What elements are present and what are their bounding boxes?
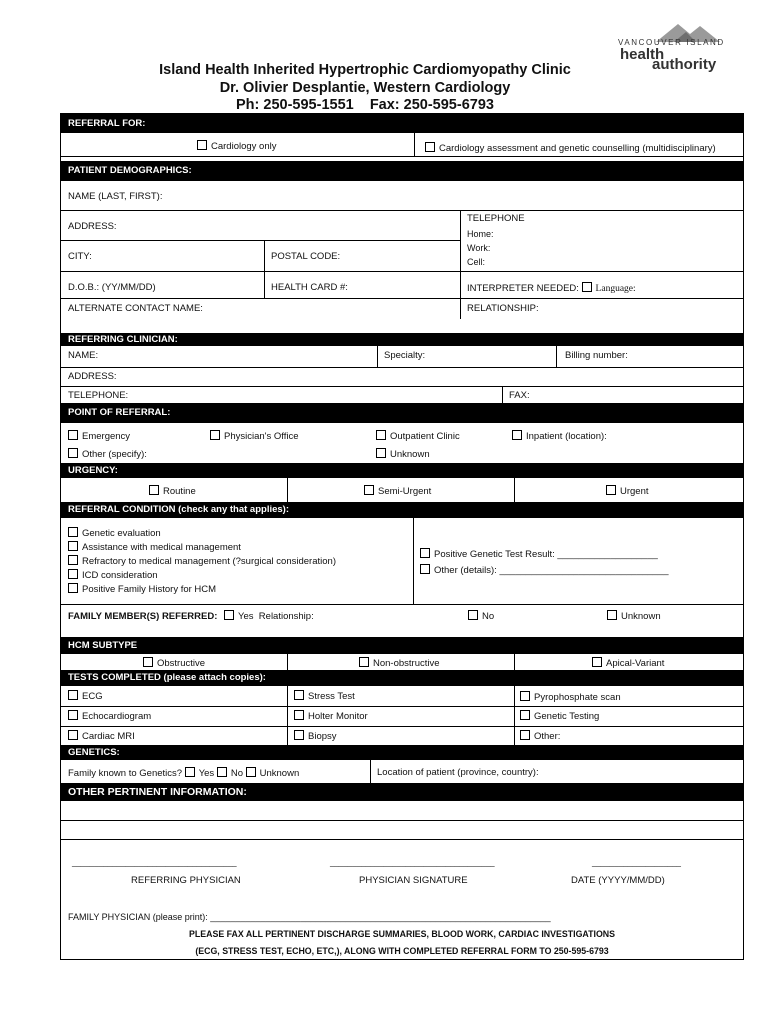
- checkbox-medical-management[interactable]: [68, 541, 78, 551]
- checkbox-cardiology-only[interactable]: [197, 140, 207, 150]
- checkbox-urgent[interactable]: [606, 485, 616, 495]
- option-positive-genetic-test[interactable]: Positive Genetic Test Result: ___________________: [420, 548, 658, 561]
- option-family-unknown[interactable]: Unknown: [607, 610, 661, 623]
- city-label: CITY:: [68, 251, 92, 262]
- interpreter-field[interactable]: INTERPRETER NEEDED: Language:: [467, 283, 636, 294]
- option-obstructive[interactable]: Obstructive: [143, 657, 205, 670]
- option-ecg[interactable]: ECG: [68, 690, 103, 703]
- option-apical-variant[interactable]: Apical-Variant: [592, 657, 664, 670]
- checkbox-inpatient[interactable]: [512, 430, 522, 440]
- clinician-address-label: ADDRESS:: [68, 371, 117, 382]
- option-other-specify[interactable]: Other (specify):: [68, 448, 147, 461]
- fax-notice-line2: (ECG, STRESS TEST, ECHO, ETC,), ALONG WITH COMPLETED REFERRAL FORM TO 250-595-6793: [195, 946, 609, 956]
- checkbox-family-history[interactable]: [68, 583, 78, 593]
- option-semi-urgent[interactable]: Semi-Urgent: [364, 485, 431, 498]
- hcm-subtype-heading: HCM SUBTYPE: [61, 637, 743, 654]
- checkbox-unknown-point[interactable]: [376, 448, 386, 458]
- checkbox-emergency[interactable]: [68, 430, 78, 440]
- checkbox-cardiac-mri[interactable]: [68, 730, 78, 740]
- checkbox-genetic-testing[interactable]: [520, 710, 530, 720]
- option-other-details[interactable]: Other (details): ________________________________: [420, 564, 669, 577]
- option-routine[interactable]: Routine: [149, 485, 196, 498]
- checkbox-biopsy[interactable]: [294, 730, 304, 740]
- address-label: ADDRESS:: [68, 221, 117, 232]
- other-information-heading: OTHER PERTINENT INFORMATION:: [61, 783, 743, 801]
- checkbox-apical-variant[interactable]: [592, 657, 602, 667]
- checkbox-outpatient-clinic[interactable]: [376, 430, 386, 440]
- option-other-test[interactable]: Other:: [520, 730, 560, 743]
- checkbox-family-no[interactable]: [468, 610, 478, 620]
- physician-signature-label: PHYSICIAN SIGNATURE: [359, 875, 468, 886]
- signature-line: _____________________________________: [330, 858, 495, 867]
- genetics-heading: GENETICS:: [61, 745, 743, 760]
- checkbox-echocardiogram[interactable]: [68, 710, 78, 720]
- option-holter[interactable]: Holter Monitor: [294, 710, 368, 723]
- option-refractory[interactable]: Refractory to medical management (?surgical consideration): [68, 555, 336, 569]
- checkbox-genetics-yes[interactable]: [185, 767, 195, 777]
- option-pyrophosphate[interactable]: Pyrophosphate scan: [520, 691, 621, 704]
- clinician-name-label: NAME:: [68, 350, 99, 361]
- family-members-row: FAMILY MEMBER(S) REFERRED: Yes Relationship:: [68, 611, 314, 622]
- telephone-label: TELEPHONE: [467, 213, 525, 224]
- clinic-title: Island Health Inherited Hypertrophic Cardiomyopathy Clinic: [159, 62, 571, 78]
- referring-physician-line: _____________________________________: [72, 858, 237, 867]
- clinician-fax-label: FAX:: [509, 390, 530, 401]
- option-biopsy[interactable]: Biopsy: [294, 730, 337, 743]
- option-non-obstructive[interactable]: Non-obstructive: [359, 657, 440, 670]
- logo-region-text: VANCOUVER ISLAND: [618, 38, 725, 47]
- checkbox-stress-test[interactable]: [294, 690, 304, 700]
- point-of-referral-heading: POINT OF REFERRAL:: [61, 403, 743, 423]
- checkbox-routine[interactable]: [149, 485, 159, 495]
- dob-label: D.O.B.: (YY/MM/DD): [68, 282, 156, 293]
- checkbox-family-yes[interactable]: [224, 610, 234, 620]
- option-genetic-testing[interactable]: Genetic Testing: [520, 710, 599, 723]
- work-label: Work:: [467, 243, 491, 253]
- urgency-heading: URGENCY:: [61, 463, 743, 478]
- option-family-no[interactable]: No: [468, 610, 494, 623]
- postal-code-label: POSTAL CODE:: [271, 251, 341, 262]
- health-card-label: HEALTH CARD #:: [271, 282, 348, 293]
- referral-condition-heading: REFERRAL CONDITION (check any that applies):: [61, 502, 743, 518]
- phone-fax-line: Ph: 250-595-1551 Fax: 250-595-6793: [236, 97, 494, 113]
- option-outpatient-clinic[interactable]: Outpatient Clinic: [376, 430, 460, 443]
- option-cardiac-mri[interactable]: Cardiac MRI: [68, 730, 135, 743]
- condition-list: [68, 527, 336, 597]
- checkbox-non-obstructive[interactable]: [359, 657, 369, 667]
- checkbox-multidisciplinary[interactable]: [425, 142, 435, 152]
- option-cardiology-only[interactable]: Cardiology only: [197, 140, 276, 153]
- option-stress-test[interactable]: Stress Test: [294, 690, 355, 703]
- checkbox-family-unknown[interactable]: [607, 610, 617, 620]
- checkbox-genetics-unknown[interactable]: [246, 767, 256, 777]
- billing-number-label: Billing number:: [565, 350, 628, 361]
- checkbox-other-test[interactable]: [520, 730, 530, 740]
- option-multidisciplinary[interactable]: Cardiology assessment and genetic counselling (multidisciplinary): [425, 142, 716, 155]
- checkbox-obstructive[interactable]: [143, 657, 153, 667]
- option-echocardiogram[interactable]: Echocardiogram: [68, 710, 151, 723]
- checkbox-other-details[interactable]: [420, 564, 430, 574]
- checkbox-other-specify[interactable]: [68, 448, 78, 458]
- option-inpatient[interactable]: Inpatient (location):: [512, 430, 607, 443]
- referring-clinician-heading: REFERRING CLINICIAN:: [61, 333, 743, 346]
- clinician-telephone-label: TELEPHONE:: [68, 390, 129, 401]
- checkbox-genetics-no[interactable]: [217, 767, 227, 777]
- fax-notice-line1: PLEASE FAX ALL PERTINENT DISCHARGE SUMMARIES, BLOOD WORK, CARDIAC INVESTIGATIONS: [188, 929, 616, 939]
- checkbox-refractory[interactable]: [68, 555, 78, 565]
- option-genetic-evaluation[interactable]: Genetic evaluation: [68, 527, 336, 541]
- family-physician-field[interactable]: FAMILY PHYSICIAN (please print): ____________________________________________________________________: [68, 912, 551, 922]
- checkbox-ecg[interactable]: [68, 690, 78, 700]
- checkbox-genetic-evaluation[interactable]: [68, 527, 78, 537]
- specialty-label: Specialty:: [384, 350, 426, 361]
- tests-completed-heading: TESTS COMPLETED (please attach copies):: [61, 670, 743, 686]
- name-label: NAME (LAST, FIRST):: [68, 191, 163, 202]
- date-line: ____________________: [592, 858, 681, 867]
- date-label: DATE (YYYY/MM/DD): [571, 875, 665, 886]
- cell-label: Cell:: [467, 257, 486, 267]
- doctor-name: Dr. Olivier Desplantie, Western Cardiology: [219, 80, 511, 96]
- family-known-genetics-row: Family known to Genetics? Yes No Unknown: [68, 768, 300, 779]
- referral-form: [60, 113, 744, 960]
- option-urgent[interactable]: Urgent: [606, 485, 649, 498]
- relationship-label: RELATIONSHIP:: [467, 303, 539, 314]
- patient-demographics-heading: PATIENT DEMOGRAPHICS:: [61, 161, 743, 181]
- option-physician-office[interactable]: Physician's Office: [210, 430, 299, 443]
- option-family-history[interactable]: Positive Family History for HCM: [68, 583, 336, 597]
- checkbox-interpreter[interactable]: [582, 282, 592, 292]
- referral-for-heading: REFERRAL FOR:: [61, 114, 743, 133]
- checkbox-positive-genetic-test[interactable]: [420, 548, 430, 558]
- logo-authority-text: authority: [652, 56, 717, 73]
- checkbox-holter[interactable]: [294, 710, 304, 720]
- option-unknown-point[interactable]: Unknown: [376, 448, 430, 461]
- option-medical-management[interactable]: Assistance with medical management: [68, 541, 336, 555]
- referring-physician-label: REFERRING PHYSICIAN: [131, 875, 241, 886]
- checkbox-icd[interactable]: [68, 569, 78, 579]
- patient-location-label: Location of patient (province, country):: [377, 767, 539, 778]
- checkbox-pyrophosphate[interactable]: [520, 691, 530, 701]
- alternate-contact-label: ALTERNATE CONTACT NAME:: [68, 303, 203, 314]
- option-icd[interactable]: ICD consideration: [68, 569, 336, 583]
- logo-health-text: health: [620, 46, 665, 63]
- checkbox-physician-office[interactable]: [210, 430, 220, 440]
- option-emergency[interactable]: Emergency: [68, 430, 130, 443]
- home-label: Home:: [467, 229, 494, 239]
- checkbox-semi-urgent[interactable]: [364, 485, 374, 495]
